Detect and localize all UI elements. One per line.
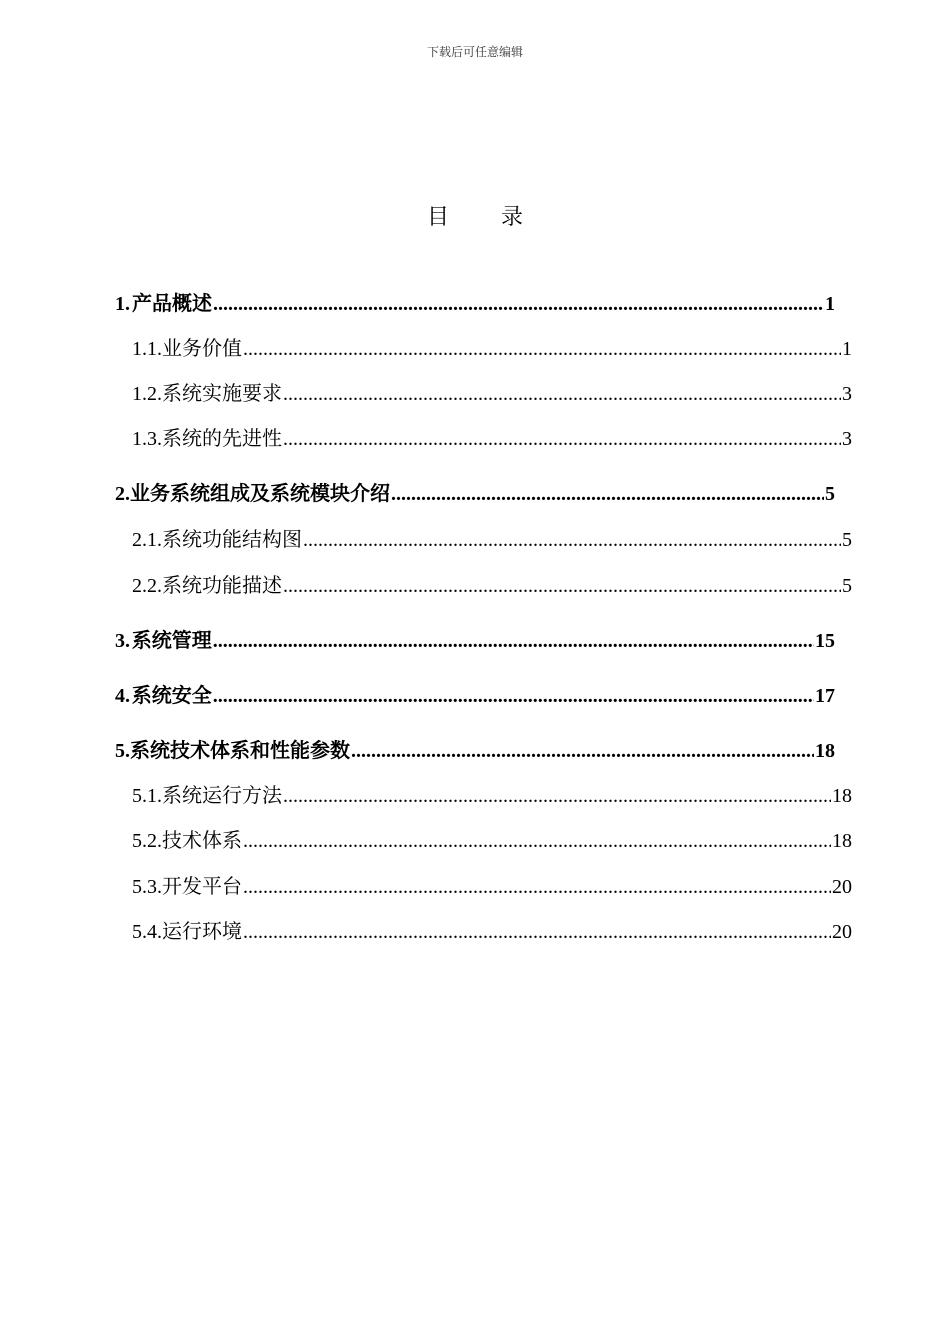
toc-entry-number: 1.1.: [132, 338, 162, 360]
toc-entry[interactable]: [115, 739, 835, 763]
toc-dot-leader: [243, 337, 841, 361]
toc-entry-number: 5.: [115, 740, 130, 762]
toc-entry[interactable]: [115, 829, 852, 853]
toc-dot-leader: [391, 482, 824, 506]
toc-entry[interactable]: [115, 629, 835, 653]
toc-entry[interactable]: [115, 482, 835, 506]
toc-entry-label: 开发平台: [162, 876, 242, 898]
toc-entry-page-number: 20: [832, 876, 852, 898]
toc-entry-label: 业务系统组成及系统模块介绍: [130, 483, 390, 505]
toc-entry-label: 业务价值: [162, 338, 242, 360]
toc-entry[interactable]: [115, 382, 852, 406]
toc-entry-number: 1.2.: [132, 383, 162, 405]
toc-entry-label: 技术体系: [162, 830, 242, 852]
toc-entry-label: 系统功能结构图: [162, 529, 302, 551]
toc-entry-number: 2.1.: [132, 529, 162, 551]
toc-entry-page-number: 18: [832, 830, 852, 852]
toc-dot-leader: [243, 829, 831, 853]
toc-entry[interactable]: [115, 920, 852, 944]
toc-title: 目录: [426, 204, 575, 229]
toc-dot-leader: [283, 427, 841, 451]
toc-entry-number: 5.4.: [132, 921, 162, 943]
toc-entry[interactable]: [115, 292, 835, 316]
toc-entry-label: 系统管理: [131, 630, 212, 652]
toc-entry-page-number: 18: [832, 785, 852, 807]
toc-entry-label: 系统的先进性: [162, 428, 282, 450]
toc-dot-leader: [283, 574, 841, 598]
toc-entry-number: 5.3.: [132, 876, 162, 898]
toc-entry-number: 5.2.: [132, 830, 162, 852]
toc-entry-number: 2.2.: [132, 575, 162, 597]
toc-entry[interactable]: [115, 684, 835, 708]
toc-entry[interactable]: [115, 337, 852, 361]
toc-entry-page-number: 3: [842, 383, 852, 405]
toc-entry-page-number: 20: [832, 921, 852, 943]
toc-dot-leader: [213, 629, 814, 653]
toc-entry[interactable]: [115, 784, 852, 808]
toc-entry-label: 系统实施要求: [162, 383, 282, 405]
toc-entry[interactable]: [115, 528, 852, 552]
toc-entry-page-number: 5: [825, 483, 835, 505]
toc-dot-leader: [213, 292, 824, 316]
toc-entry-number: 1.: [115, 293, 130, 315]
toc-entry-number: 2.: [115, 483, 130, 505]
toc-entry[interactable]: [115, 427, 852, 451]
toc-dot-leader: [243, 920, 831, 944]
toc-entry-page-number: 15: [815, 630, 835, 652]
toc-entry[interactable]: [115, 875, 852, 899]
toc-entry-page-number: 3: [842, 428, 852, 450]
toc-dot-leader: [243, 875, 831, 899]
toc-entry-label: 系统运行方法: [162, 785, 282, 807]
toc-dot-leader: [213, 684, 814, 708]
toc-entry-page-number: 1: [842, 338, 852, 360]
toc-entry-number: 3.: [115, 630, 130, 652]
toc-dot-leader: [283, 382, 841, 406]
toc-entry-label: 系统技术体系和性能参数: [130, 740, 350, 762]
page-header-note: 下载后可任意编辑: [426, 45, 523, 59]
toc-entry-number: 1.3.: [132, 428, 162, 450]
toc-entry-page-number: 1: [825, 293, 835, 315]
toc-dot-leader: [283, 784, 831, 808]
toc-entry-page-number: 5: [842, 529, 852, 551]
toc-entry[interactable]: [115, 574, 852, 598]
toc-entry-label: 运行环境: [162, 921, 242, 943]
toc-entry-page-number: 18: [815, 740, 835, 762]
toc-entry-page-number: 17: [815, 685, 835, 707]
toc-entry-number: 4.: [115, 685, 130, 707]
toc-entry-label: 产品概述: [132, 293, 213, 315]
toc-entry-number: 5.1.: [132, 785, 162, 807]
toc-dot-leader: [303, 528, 841, 552]
toc-entry-page-number: 5: [842, 575, 852, 597]
toc-entry-label: 系统安全: [131, 685, 212, 707]
toc-entry-label: 系统功能描述: [162, 575, 282, 597]
toc-dot-leader: [351, 739, 814, 763]
